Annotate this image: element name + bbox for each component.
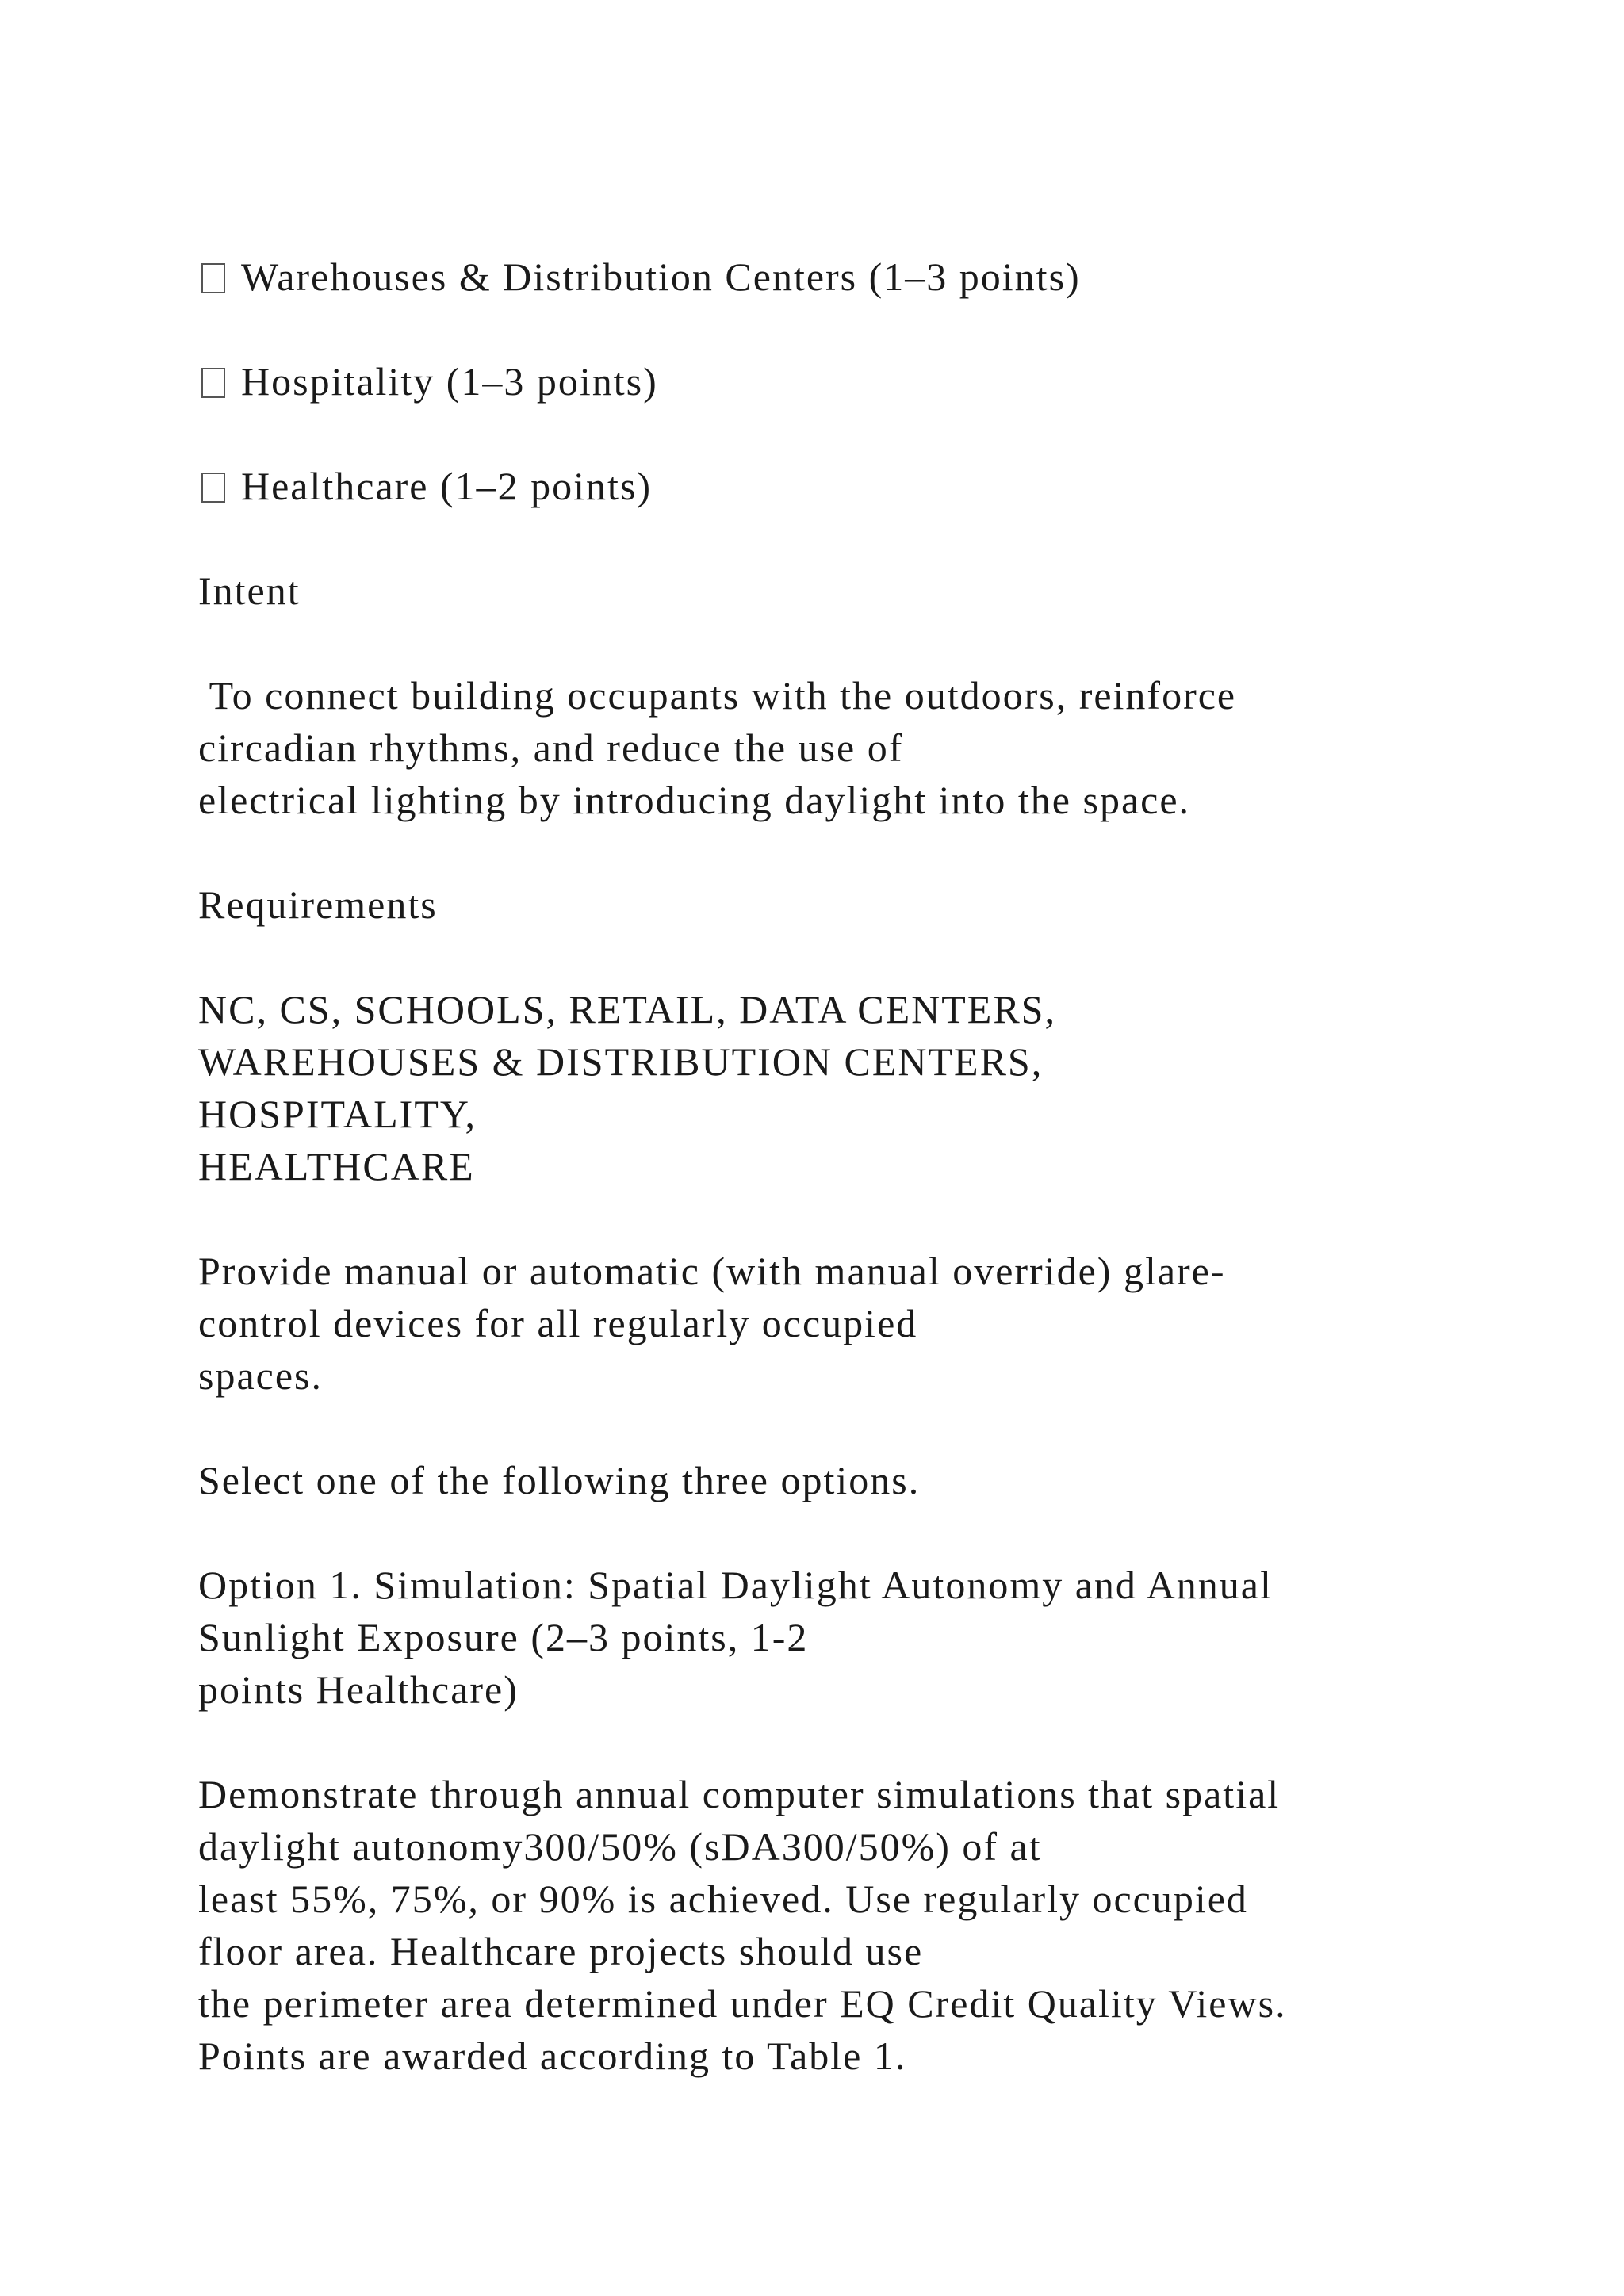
text-line: circadian rhythms, and reduce the use of <box>198 725 904 770</box>
text-line: least 55%, 75%, or 90% is achieved. Use regularly occupied <box>198 1877 1248 1921</box>
glare-control-paragraph <box>198 1245 1467 1402</box>
text-line: Provide manual or automatic (with manual override) glare- <box>198 1249 1226 1293</box>
text-line: floor area. Healthcare projects should use <box>198 1929 924 1973</box>
applicability-paragraph <box>198 983 1467 1192</box>
text-line: electrical lighting by introducing daylight into the space. <box>198 778 1191 822</box>
text-line: spaces. <box>198 1353 323 1398</box>
bullet-text: Warehouses & Distribution Centers (1–3 points) <box>241 254 1081 299</box>
text-line: points Healthcare) <box>198 1667 519 1712</box>
text-line: control devices for all regularly occupied <box>198 1301 918 1345</box>
document-page <box>198 251 1467 2134</box>
requirements-heading: Requirements <box>198 882 438 927</box>
missing-glyph-icon <box>201 368 225 398</box>
text-line: HOSPITALITY, <box>198 1092 477 1136</box>
bullet-item <box>198 355 1467 408</box>
intent-paragraph <box>198 669 1467 826</box>
bullet-text: Hospitality (1–3 points) <box>241 359 658 404</box>
text-line: the perimeter area determined under EQ Credit Quality Views. <box>198 1981 1287 2026</box>
text-line: daylight autonomy300/50% (sDA300/50%) of at <box>198 1824 1042 1869</box>
text-line: Sunlight Exposure (2–3 points, 1-2 <box>198 1615 809 1659</box>
text-line: HEALTHCARE <box>198 1144 475 1188</box>
intent-heading: Intent <box>198 568 301 613</box>
text-line: Option 1. Simulation: Spatial Daylight Autonomy and Annual <box>198 1563 1273 1607</box>
bullet-text: Healthcare (1–2 points) <box>241 464 653 508</box>
missing-glyph-icon <box>201 473 225 503</box>
option1-body <box>198 1768 1467 2082</box>
text-line: Demonstrate through annual computer simulations that spatial <box>198 1772 1281 1816</box>
text-line: NC, CS, SCHOOLS, RETAIL, DATA CENTERS, <box>198 987 1056 1031</box>
text-line: Points are awarded according to Table 1. <box>198 2034 907 2078</box>
option1-title <box>198 1559 1467 1716</box>
missing-glyph-icon <box>201 263 225 293</box>
bullet-item <box>198 251 1467 303</box>
text-line: To connect building occupants with the outdoors, reinforce <box>198 673 1237 718</box>
select-options-paragraph: Select one of the following three options. <box>198 1458 921 1502</box>
bullet-item <box>198 460 1467 512</box>
text-line: WAREHOUSES & DISTRIBUTION CENTERS, <box>198 1039 1044 1084</box>
